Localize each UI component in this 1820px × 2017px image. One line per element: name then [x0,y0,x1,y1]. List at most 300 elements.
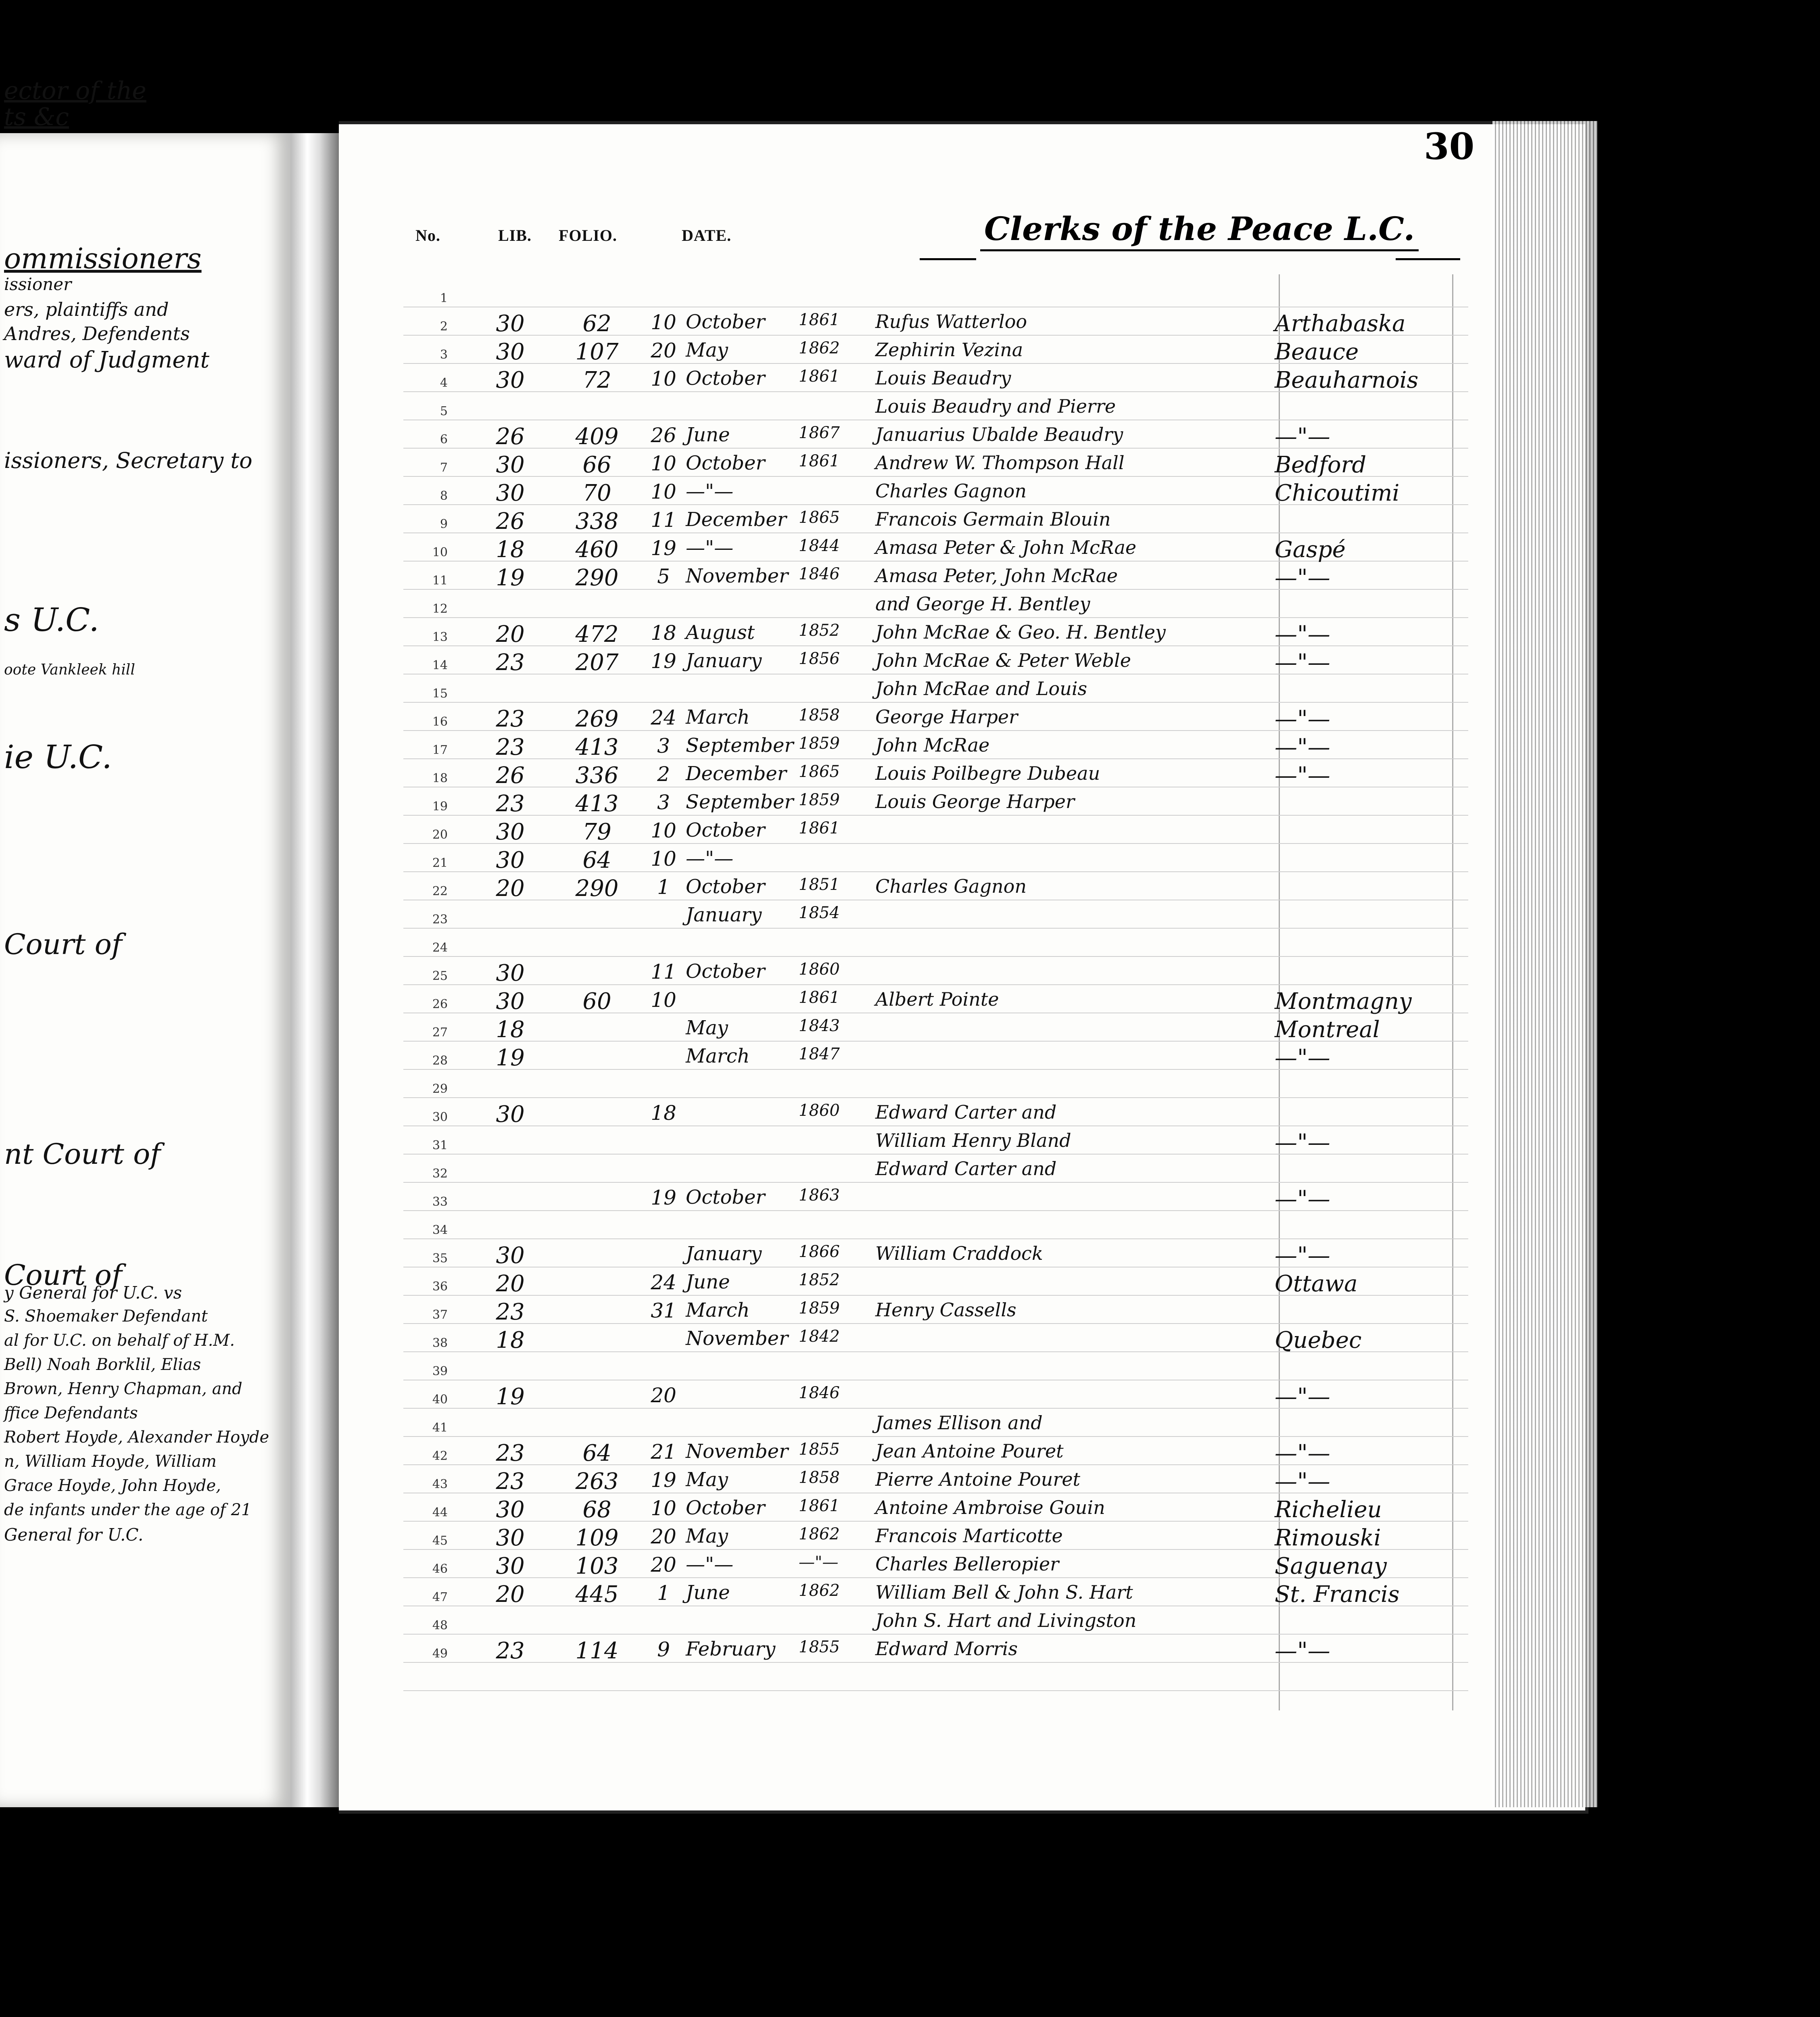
table-row [0,480,1820,508]
clerk-name: Henry Cassells [875,1299,1016,1321]
table-row [0,1101,1820,1130]
table-row [0,678,1820,706]
lib-value: 18 [496,537,525,563]
row-number: 15 [432,687,448,701]
left-page-line: Brown, Henry Chapman, and [4,1380,242,1398]
date-month: —"— [686,480,734,503]
date-day: 10 [651,480,676,503]
date-year: 1856 [799,649,840,668]
date-day: 3 [657,734,670,758]
clerk-name: Louis Poilbegre Dubeau [875,762,1100,784]
district-name: —"— [1275,734,1330,760]
lib-value: 30 [496,819,525,845]
lib-value: 23 [496,1638,525,1664]
folio-value: 207 [575,649,619,676]
date-day: 20 [651,1525,676,1548]
date-year: 1852 [799,1271,840,1289]
date-day: 10 [651,988,676,1012]
clerk-name: Charles Belleropier [875,1553,1059,1575]
lib-value: 18 [496,1327,525,1353]
clerk-name: Louis George Harper [875,791,1075,812]
left-page-line: Court of [4,1259,122,1292]
row-number: 6 [440,432,448,447]
district-name: St. Francis [1275,1581,1400,1608]
clerk-name: Januarius Ubalde Beaudry [875,424,1123,445]
table-row [0,367,1820,395]
date-year: 1855 [799,1440,840,1459]
date-month: February [686,1638,776,1660]
folio-value: 269 [575,706,619,732]
clerk-name: William Henry Bland [875,1130,1071,1151]
date-year: 1863 [799,1186,840,1205]
district-name: Arthabaska [1275,311,1406,337]
folio-value: 64 [582,1440,612,1466]
lib-value: 19 [496,1384,525,1410]
folio-value: 263 [575,1468,619,1495]
lib-value: 19 [496,1045,525,1071]
left-page-line: oote Vankleek hill [4,662,135,678]
table-row [0,1017,1820,1045]
date-month: —"— [686,847,734,870]
row-number: 40 [432,1393,448,1407]
date-month: December [686,508,787,531]
lib-value: 23 [496,1468,525,1495]
table-row [0,875,1820,904]
lib-value: 26 [496,762,525,789]
folio-value: 103 [575,1553,619,1579]
date-year: 1847 [799,1045,840,1063]
date-month: November [686,565,789,587]
folio-value: 79 [582,819,612,845]
date-day: 20 [651,1384,676,1407]
date-year: 1854 [799,904,840,922]
row-number: 7 [440,461,448,475]
date-year: 1860 [799,1101,840,1120]
lib-value: 18 [496,1017,525,1043]
date-year: 1846 [799,565,840,583]
table-row [0,508,1820,537]
row-number: 30 [432,1110,448,1124]
date-day: 20 [651,1553,676,1576]
row-number: 47 [432,1590,448,1604]
date-month: October [686,875,765,898]
clerk-name: John McRae & Geo. H. Bentley [875,621,1166,643]
row-number: 22 [432,884,448,898]
row-number: 11 [432,574,448,588]
table-row [0,1186,1820,1214]
clerk-name: Charles Gagnon [875,480,1027,502]
left-page-line: Robert Hoyde, Alexander Hoyde [4,1428,269,1447]
lib-value: 20 [496,621,525,647]
clerk-name: Amasa Peter & John McRae [875,537,1137,558]
table-row [0,932,1820,960]
folio-value: 413 [575,734,619,760]
date-day: 5 [657,565,670,588]
folio-value: 60 [582,988,612,1015]
left-page-line: Bell) Noah Borklil, Elias [4,1355,201,1374]
row-number: 26 [432,997,448,1011]
row-number: 37 [432,1308,448,1322]
left-page-line: Andres, Defendents [4,323,190,345]
table-row [0,1553,1820,1581]
table-row [0,734,1820,762]
row-number: 46 [432,1562,448,1576]
table-row [0,1242,1820,1271]
lib-value: 30 [496,480,525,506]
col-header-no: No. [415,226,440,244]
table-row [0,960,1820,988]
folio-value: 109 [575,1525,619,1551]
district-name: —"— [1275,1130,1330,1156]
title-rule-left [920,258,976,260]
page-number: 30 [1424,125,1475,168]
row-number: 16 [432,715,448,729]
clerk-name: Albert Pointe [875,988,999,1010]
row-number: 38 [432,1336,448,1350]
date-day: 9 [657,1638,670,1661]
row-number: 44 [432,1505,448,1520]
table-row [0,791,1820,819]
date-day: 10 [651,367,676,390]
row-number: 49 [432,1647,448,1661]
district-name: —"— [1275,1242,1330,1269]
table-row [0,847,1820,875]
page-title: Clerks of the Peace L.C. [980,210,1419,251]
date-day: 10 [651,311,676,334]
clerk-name: Amasa Peter, John McRae [875,565,1118,587]
clerk-name: John McRae and Louis [875,678,1087,699]
left-page-line: ommissioners [4,242,202,275]
district-name: —"— [1275,762,1330,789]
date-month: October [686,1186,765,1209]
date-year: 1851 [799,875,840,894]
table-row [0,762,1820,791]
table-row [0,904,1820,932]
folio-value: 72 [582,367,612,393]
district-name: —"— [1275,621,1330,647]
district-name: —"— [1275,1468,1330,1495]
date-day: 11 [651,960,676,983]
date-year: 1858 [799,1468,840,1487]
lib-value: 20 [496,1581,525,1608]
date-month: October [686,311,765,333]
date-month: December [686,762,787,785]
district-name: Saguenay [1275,1553,1387,1579]
row-number: 34 [432,1223,448,1237]
date-month: May [686,339,728,361]
district-name: Bedford [1275,452,1367,478]
col-header-folio: FOLIO. [559,226,617,244]
row-number: 2 [440,319,448,334]
clerk-name: Jean Antoine Pouret [875,1440,1064,1462]
left-page-line: Court of [4,928,122,961]
row-number: 36 [432,1280,448,1294]
row-number: 12 [432,602,448,616]
clerk-name: Francois Marticotte [875,1525,1063,1547]
date-day: 21 [651,1440,676,1464]
row-number: 45 [432,1534,448,1548]
clerk-name: Charles Gagnon [875,875,1027,897]
date-month: October [686,819,765,841]
date-day: 24 [651,706,676,729]
clerk-name: John McRae [875,734,990,756]
date-year: 1861 [799,367,840,386]
table-row [0,1440,1820,1468]
left-page-line: S. Shoemaker Defendant [4,1307,208,1326]
folio-value: 290 [575,565,619,591]
date-year: 1859 [799,791,840,809]
district-name: Ottawa [1275,1271,1358,1297]
date-month: March [686,706,750,729]
district-name: Quebec [1275,1327,1362,1353]
row-number: 35 [432,1251,448,1265]
table-row [0,1525,1820,1553]
row-number: 33 [432,1195,448,1209]
left-page-line: nt Court of [4,1138,161,1171]
table-row [0,1610,1820,1638]
lib-value: 23 [496,1440,525,1466]
date-year: 1844 [799,537,840,555]
table-row [0,1073,1820,1101]
table-row [0,452,1820,480]
date-day: 26 [651,424,676,447]
lib-value: 20 [496,1271,525,1297]
date-month: —"— [686,537,734,559]
date-day: 3 [657,791,670,814]
table-row [0,1158,1820,1186]
district-name: —"— [1275,1384,1330,1410]
table-row [0,649,1820,678]
date-month: November [686,1327,789,1350]
lib-value: 19 [496,565,525,591]
date-month: June [686,1581,730,1604]
date-month: January [686,1242,762,1265]
left-page-line: ie U.C. [4,738,112,776]
date-day: 11 [651,508,676,532]
date-year: —"— [799,1553,839,1572]
date-day: 31 [651,1299,676,1322]
table-row [0,819,1820,847]
clerk-name: John McRae & Peter Weble [875,649,1131,671]
clerk-name: Francois Germain Blouin [875,508,1111,530]
district-name: Gaspé [1275,537,1346,563]
row-number: 29 [432,1082,448,1096]
row-number: 31 [432,1138,448,1153]
date-month: May [686,1017,728,1039]
row-number: 19 [432,800,448,814]
date-year: 1866 [799,1242,840,1261]
row-number: 42 [432,1449,448,1463]
folio-value: 107 [575,339,619,365]
left-page-line: ers, plaintiffs and [4,299,169,320]
table-row [0,1214,1820,1242]
date-year: 1862 [799,1525,840,1543]
clerk-name: Andrew W. Thompson Hall [875,452,1125,474]
row-number: 39 [432,1364,448,1378]
date-month: October [686,960,765,983]
row-number: 4 [440,376,448,390]
row-number: 18 [432,771,448,785]
date-month: March [686,1045,750,1067]
date-month: August [686,621,755,644]
date-year: 1861 [799,1497,840,1515]
table-row [0,1355,1820,1384]
table-row [0,988,1820,1017]
district-name: Beauharnois [1275,367,1419,393]
ruled-line [403,1690,1468,1691]
row-number: 21 [432,856,448,870]
district-name: —"— [1275,1186,1330,1212]
row-number: 1 [440,291,448,305]
table-row [0,1497,1820,1525]
title-rule-right [1396,258,1460,260]
folio-value: 409 [575,424,619,450]
row-number: 43 [432,1477,448,1491]
district-name: Beauce [1275,339,1359,365]
date-day: 24 [651,1271,676,1294]
clerk-name: Pierre Antoine Pouret [875,1468,1081,1490]
district-name: Montmagny [1275,988,1412,1015]
left-page-line: s U.C. [4,601,99,639]
clerk-name: William Craddock [875,1242,1043,1264]
clerk-name: John S. Hart and Livingston [875,1610,1137,1631]
table-row [0,1327,1820,1355]
clerk-name: Rufus Watterloo [875,311,1027,332]
lib-value: 20 [496,875,525,902]
table-row [0,1130,1820,1158]
folio-value: 66 [582,452,612,478]
date-year: 1858 [799,706,840,725]
clerk-name: Antoine Ambroise Gouin [875,1497,1105,1518]
date-month: May [686,1468,728,1491]
row-number: 25 [432,969,448,983]
row-number: 13 [432,630,448,644]
folio-value: 70 [582,480,612,506]
row-number: 14 [432,658,448,672]
district-name: —"— [1275,1440,1330,1466]
date-month: June [686,1271,730,1293]
folio-value: 445 [575,1581,619,1608]
table-row [0,1412,1820,1440]
row-number: 8 [440,489,448,503]
table-row [0,593,1820,621]
district-name: —"— [1275,1045,1330,1071]
col-header-lib: LIB. [498,226,532,244]
date-day: 10 [651,1497,676,1520]
date-month: —"— [686,1553,734,1576]
district-name: Montreal [1275,1017,1380,1043]
table-row [0,1384,1820,1412]
date-month: June [686,424,730,446]
clerk-name: James Ellison and [875,1412,1043,1434]
date-month: September [686,734,794,757]
clerk-name: William Bell & John S. Hart [875,1581,1133,1603]
row-number: 48 [432,1618,448,1633]
date-day: 1 [657,1581,670,1605]
district-name: —"— [1275,706,1330,732]
lib-value: 23 [496,706,525,732]
district-name: Chicoutimi [1275,480,1400,506]
table-row [0,1581,1820,1610]
date-month: September [686,791,794,813]
clerk-name: and George H. Bentley [875,593,1090,615]
date-day: 19 [651,1468,676,1492]
row-number: 10 [432,545,448,560]
date-month: October [686,1497,765,1519]
district-name: —"— [1275,1638,1330,1664]
date-day: 10 [651,452,676,475]
lib-value: 30 [496,1553,525,1579]
folio-value: 336 [575,762,619,789]
folio-value: 338 [575,508,619,535]
table-row [0,1638,1820,1666]
date-day: 2 [657,762,670,786]
date-day: 18 [651,621,676,645]
row-number: 41 [432,1421,448,1435]
row-number: 27 [432,1025,448,1040]
row-number: 17 [432,743,448,757]
date-year: 1862 [799,339,840,357]
table-row [0,1271,1820,1299]
row-number: 24 [432,941,448,955]
date-month: October [686,367,765,390]
table-row [0,1468,1820,1497]
left-page-line: de infants under the age of 21 [4,1501,252,1519]
left-page-line: ward of Judgment [4,347,210,373]
lib-value: 30 [496,367,525,393]
table-row [0,282,1820,311]
date-day: 10 [651,847,676,871]
district-name: Richelieu [1275,1497,1382,1523]
left-page-line: ts &c [4,103,69,131]
lib-value: 23 [496,791,525,817]
lib-value: 23 [496,1299,525,1325]
date-month: May [686,1525,728,1547]
date-day: 19 [651,1186,676,1209]
district-name: —"— [1275,565,1330,591]
table-row [0,565,1820,593]
date-year: 1861 [799,452,840,470]
lib-value: 26 [496,508,525,535]
date-month: March [686,1299,750,1322]
lib-value: 26 [496,424,525,450]
lib-value: 30 [496,847,525,873]
table-row [0,1045,1820,1073]
folio-value: 460 [575,537,619,563]
date-day: 20 [651,339,676,362]
left-page-line: y General for U.C. vs [4,1283,182,1303]
date-month: November [686,1440,789,1463]
date-day: 18 [651,1101,676,1125]
clerk-name: Edward Morris [875,1638,1018,1660]
row-number: 23 [432,912,448,927]
date-day: 1 [657,875,670,899]
clerk-name: Zephirin Vezina [875,339,1023,361]
table-row [0,1299,1820,1327]
date-month: October [686,452,765,474]
lib-value: 23 [496,649,525,676]
date-year: 1861 [799,311,840,329]
district-name: Rimouski [1275,1525,1381,1551]
date-day: 19 [651,649,676,673]
folio-value: 68 [582,1497,612,1523]
left-page-line: ector of the [4,77,146,105]
lib-value: 30 [496,311,525,337]
date-year: 1865 [799,508,840,527]
folio-value: 290 [575,875,619,902]
lib-value: 30 [496,960,525,986]
date-year: 1867 [799,424,840,442]
